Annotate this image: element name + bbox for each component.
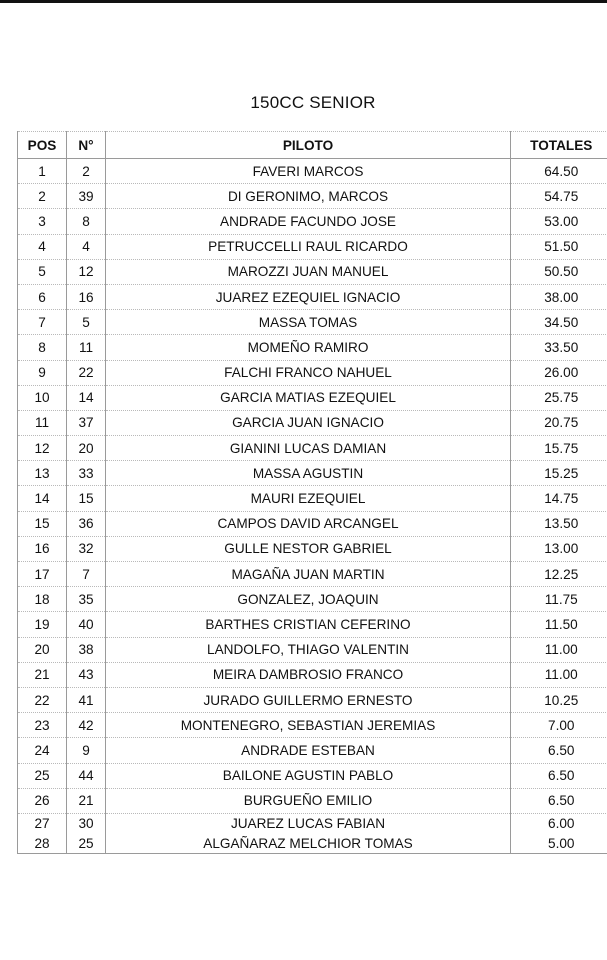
kart-number-cell: 8 <box>67 209 106 234</box>
position-cell: 6 <box>18 284 67 309</box>
kart-number-cell: 2 <box>67 159 106 184</box>
position-cell: 26 <box>18 788 67 813</box>
table-row <box>18 587 607 612</box>
total-points-cell: 13.00 <box>511 536 607 561</box>
kart-number-cell: 41 <box>67 687 106 712</box>
kart-number-cell: 9 <box>67 738 106 763</box>
table-row <box>18 637 607 662</box>
kart-number-cell: 25 <box>67 833 106 853</box>
driver-name-cell: MEIRA DAMBROSIO FRANCO <box>106 662 511 687</box>
position-cell: 19 <box>18 612 67 637</box>
table-row <box>18 511 607 536</box>
driver-name-cell: GIANINI LUCAS DAMIAN <box>106 436 511 461</box>
kart-number-cell: 11 <box>67 335 106 360</box>
position-cell: 24 <box>18 738 67 763</box>
header-number: N° <box>67 132 106 159</box>
position-cell: 21 <box>18 662 67 687</box>
total-points-cell: 14.75 <box>511 486 607 511</box>
total-points-cell: 6.50 <box>511 763 607 788</box>
table-row <box>18 209 607 234</box>
total-points-cell: 34.50 <box>511 310 607 335</box>
table-body <box>18 159 607 854</box>
table-row <box>18 335 607 360</box>
total-points-cell: 11.00 <box>511 637 607 662</box>
driver-name-cell: PETRUCCELLI RAUL RICARDO <box>106 234 511 259</box>
kart-number-cell: 21 <box>67 788 106 813</box>
driver-name-cell: ALGAÑARAZ MELCHIOR TOMAS <box>106 833 511 853</box>
position-cell: 18 <box>18 587 67 612</box>
table-row <box>18 410 607 435</box>
total-points-cell: 11.00 <box>511 662 607 687</box>
position-cell: 9 <box>18 360 67 385</box>
total-points-cell: 13.50 <box>511 511 607 536</box>
kart-number-cell: 22 <box>67 360 106 385</box>
kart-number-cell: 5 <box>67 310 106 335</box>
kart-number-cell: 42 <box>67 713 106 738</box>
total-points-cell: 11.50 <box>511 612 607 637</box>
driver-name-cell: ANDRADE ESTEBAN <box>106 738 511 763</box>
driver-name-cell: FALCHI FRANCO NAHUEL <box>106 360 511 385</box>
kart-number-cell: 33 <box>67 461 106 486</box>
table-row <box>18 436 607 461</box>
results-table <box>17 131 607 854</box>
table-row <box>18 284 607 309</box>
position-cell: 14 <box>18 486 67 511</box>
total-points-cell: 11.75 <box>511 587 607 612</box>
kart-number-cell: 7 <box>67 562 106 587</box>
position-cell: 17 <box>18 562 67 587</box>
total-points-cell: 26.00 <box>511 360 607 385</box>
kart-number-cell: 39 <box>67 184 106 209</box>
driver-name-cell: JUAREZ LUCAS FABIAN <box>106 813 511 833</box>
table-row <box>18 833 607 853</box>
total-points-cell: 7.00 <box>511 713 607 738</box>
total-points-cell: 6.50 <box>511 788 607 813</box>
position-cell: 27 <box>18 813 67 833</box>
table-row <box>18 662 607 687</box>
position-cell: 8 <box>18 335 67 360</box>
position-cell: 15 <box>18 511 67 536</box>
total-points-cell: 6.50 <box>511 738 607 763</box>
total-points-cell: 20.75 <box>511 410 607 435</box>
kart-number-cell: 12 <box>67 259 106 284</box>
table-row <box>18 713 607 738</box>
driver-name-cell: MAGAÑA JUAN MARTIN <box>106 562 511 587</box>
kart-number-cell: 15 <box>67 486 106 511</box>
total-points-cell: 15.25 <box>511 461 607 486</box>
total-points-cell: 64.50 <box>511 159 607 184</box>
total-points-cell: 50.50 <box>511 259 607 284</box>
total-points-cell: 54.75 <box>511 184 607 209</box>
position-cell: 4 <box>18 234 67 259</box>
driver-name-cell: LANDOLFO, THIAGO VALENTIN <box>106 637 511 662</box>
driver-name-cell: BURGUEÑO EMILIO <box>106 788 511 813</box>
kart-number-cell: 30 <box>67 813 106 833</box>
header-totales: TOTALES <box>511 132 607 159</box>
driver-name-cell: FAVERI MARCOS <box>106 159 511 184</box>
kart-number-cell: 14 <box>67 385 106 410</box>
driver-name-cell: MAROZZI JUAN MANUEL <box>106 259 511 284</box>
kart-number-cell: 16 <box>67 284 106 309</box>
table-row <box>18 738 607 763</box>
table-row <box>18 360 607 385</box>
total-points-cell: 12.25 <box>511 562 607 587</box>
driver-name-cell: CAMPOS DAVID ARCANGEL <box>106 511 511 536</box>
header-pos: POS <box>18 132 67 159</box>
table-row <box>18 612 607 637</box>
page-title: 150CC SENIOR <box>250 93 376 112</box>
total-points-cell: 25.75 <box>511 385 607 410</box>
table-row <box>18 385 607 410</box>
position-cell: 1 <box>18 159 67 184</box>
total-points-cell: 38.00 <box>511 284 607 309</box>
total-points-cell: 53.00 <box>511 209 607 234</box>
total-points-cell: 6.00 <box>511 813 607 833</box>
driver-name-cell: MASSA AGUSTIN <box>106 461 511 486</box>
position-cell: 22 <box>18 687 67 712</box>
driver-name-cell: GARCIA JUAN IGNACIO <box>106 410 511 435</box>
kart-number-cell: 40 <box>67 612 106 637</box>
kart-number-cell: 32 <box>67 536 106 561</box>
table-row <box>18 310 607 335</box>
table-row <box>18 763 607 788</box>
position-cell: 10 <box>18 385 67 410</box>
driver-name-cell: MASSA TOMAS <box>106 310 511 335</box>
kart-number-cell: 4 <box>67 234 106 259</box>
table-row <box>18 184 607 209</box>
header-row <box>18 132 607 159</box>
driver-name-cell: MOMEÑO RAMIRO <box>106 335 511 360</box>
table-row <box>18 461 607 486</box>
driver-name-cell: GARCIA MATIAS EZEQUIEL <box>106 385 511 410</box>
position-cell: 28 <box>18 833 67 853</box>
position-cell: 12 <box>18 436 67 461</box>
table-row <box>18 486 607 511</box>
table-row <box>18 687 607 712</box>
kart-number-cell: 44 <box>67 763 106 788</box>
top-border <box>0 0 607 3</box>
table-row <box>18 562 607 587</box>
table-header <box>18 132 607 159</box>
driver-name-cell: BAILONE AGUSTIN PABLO <box>106 763 511 788</box>
position-cell: 13 <box>18 461 67 486</box>
kart-number-cell: 38 <box>67 637 106 662</box>
driver-name-cell: JUAREZ EZEQUIEL IGNACIO <box>106 284 511 309</box>
position-cell: 5 <box>18 259 67 284</box>
table-row <box>18 259 607 284</box>
kart-number-cell: 37 <box>67 410 106 435</box>
position-cell: 20 <box>18 637 67 662</box>
driver-name-cell: ANDRADE FACUNDO JOSE <box>106 209 511 234</box>
total-points-cell: 51.50 <box>511 234 607 259</box>
position-cell: 3 <box>18 209 67 234</box>
position-cell: 7 <box>18 310 67 335</box>
total-points-cell: 15.75 <box>511 436 607 461</box>
table-row <box>18 813 607 833</box>
driver-name-cell: MONTENEGRO, SEBASTIAN JEREMIAS <box>106 713 511 738</box>
position-cell: 2 <box>18 184 67 209</box>
driver-name-cell: GONZALEZ, JOAQUIN <box>106 587 511 612</box>
header-piloto: PILOTO <box>106 132 511 159</box>
driver-name-cell: GULLE NESTOR GABRIEL <box>106 536 511 561</box>
driver-name-cell: JURADO GUILLERMO ERNESTO <box>106 687 511 712</box>
kart-number-cell: 36 <box>67 511 106 536</box>
total-points-cell: 5.00 <box>511 833 607 853</box>
driver-name-cell: DI GERONIMO, MARCOS <box>106 184 511 209</box>
total-points-cell: 33.50 <box>511 335 607 360</box>
table-row <box>18 536 607 561</box>
table-row <box>18 234 607 259</box>
position-cell: 16 <box>18 536 67 561</box>
total-points-cell: 10.25 <box>511 687 607 712</box>
kart-number-cell: 35 <box>67 587 106 612</box>
kart-number-cell: 43 <box>67 662 106 687</box>
driver-name-cell: MAURI EZEQUIEL <box>106 486 511 511</box>
position-cell: 11 <box>18 410 67 435</box>
position-cell: 23 <box>18 713 67 738</box>
kart-number-cell: 20 <box>67 436 106 461</box>
driver-name-cell: BARTHES CRISTIAN CEFERINO <box>106 612 511 637</box>
table-row <box>18 788 607 813</box>
position-cell: 25 <box>18 763 67 788</box>
table-row <box>18 159 607 184</box>
